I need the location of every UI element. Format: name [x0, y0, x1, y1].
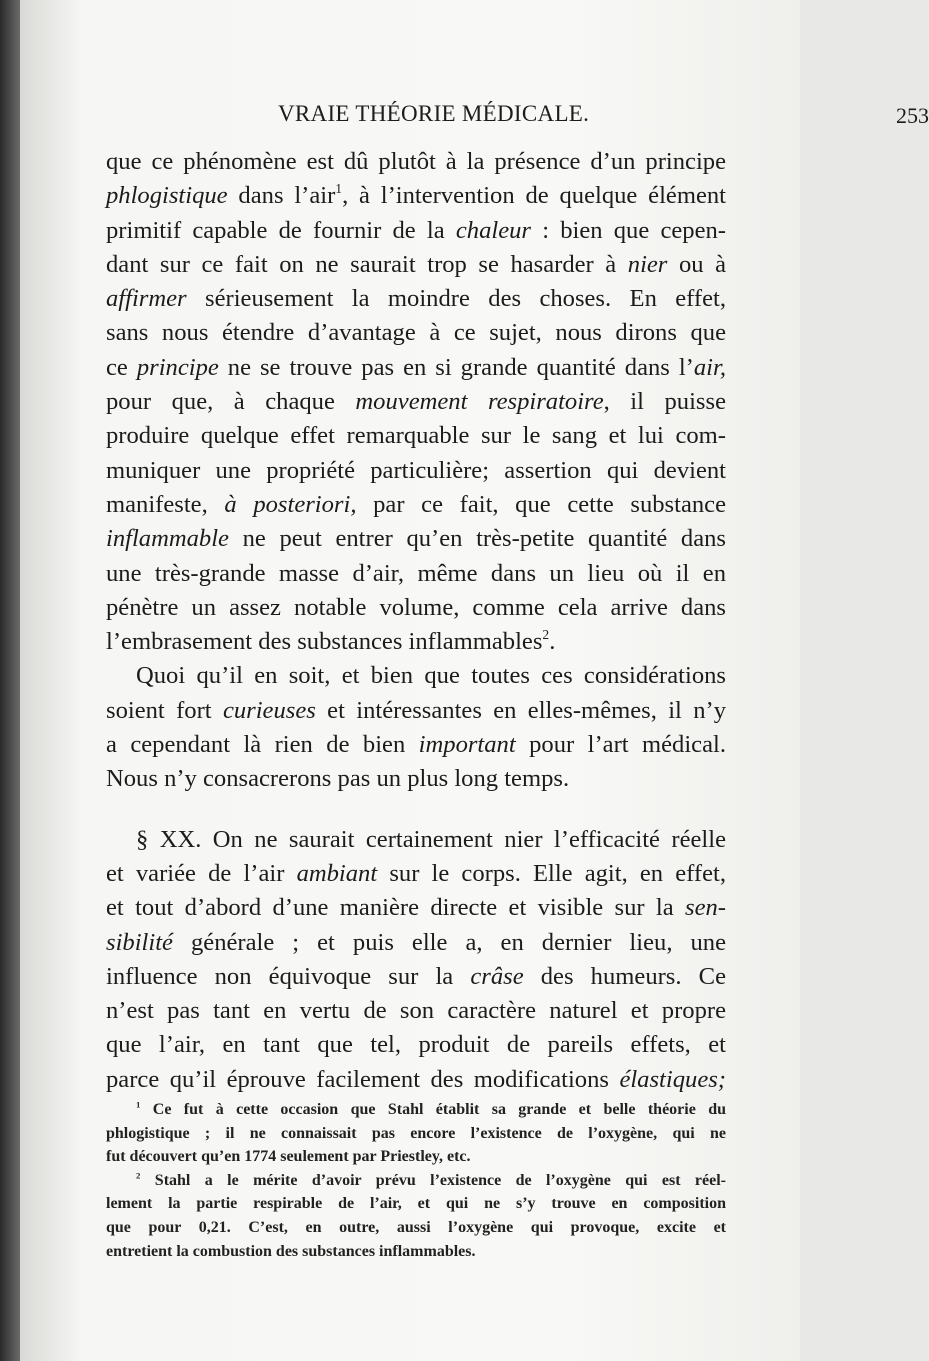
paragraph-2 [106, 659, 726, 796]
text-run: que ce phénomène est dû plutôt à la présence d’un principe [106, 148, 726, 175]
text-run: ne se trouve pas en si grande quantité dans l’ [218, 353, 694, 381]
text-line [106, 994, 726, 1028]
italic-term: chaleur [455, 216, 531, 244]
text-run: Stahl a le mérite d’avoir prévu l’existence de l’oxygène qui est réel- [140, 1171, 726, 1189]
footnote-1 [106, 1098, 726, 1169]
page-number: 253 [896, 103, 929, 128]
text-run: Nous n’y consacrerons pas un plus long temps. [106, 765, 570, 793]
footnote-line [106, 1098, 726, 1122]
text-run: fut découvert qu’en 1774 seulement par Priestley, etc. [106, 1148, 471, 1166]
text-line [106, 145, 726, 179]
text-run: ce [106, 353, 137, 381]
text-line [106, 248, 726, 282]
text-line [106, 762, 726, 796]
text-line [106, 823, 726, 857]
text-run: pour que, à chaque [106, 388, 356, 416]
text-run: pénètre un assez notable volume, comme cela arrive dans [106, 593, 726, 621]
footnote-line [106, 1145, 726, 1169]
text-line [106, 488, 726, 522]
text-run: phlogistique ; il ne connaissait pas encore l’existence de l’oxygène, qui ne [106, 1124, 726, 1142]
italic-term: à posteriori, [224, 490, 357, 518]
italic-term: affirmer [106, 285, 187, 313]
text-run: influence non équivoque sur la [106, 962, 471, 990]
text-line [106, 591, 726, 625]
text-run: et intéressantes en elles-mêmes, il n’y [315, 696, 726, 724]
text-run: , il puisse [603, 388, 726, 416]
text-line [106, 857, 726, 891]
footnote-line [106, 1122, 726, 1146]
italic-term: inflammable [106, 525, 229, 553]
text-run: soient fort [106, 696, 223, 724]
italic-term: phlogistique [106, 182, 228, 210]
italic-term: principe [136, 353, 219, 381]
text-line [106, 728, 726, 762]
text-line [106, 557, 726, 591]
text-run: Quoi qu’il en soit, et bien que toutes ces considérations [136, 662, 726, 690]
text-line [106, 960, 726, 994]
text-line [106, 694, 726, 728]
italic-term: air, [693, 353, 726, 381]
text-run: pour l’art médical. [515, 731, 726, 759]
footnote-line [106, 1216, 726, 1240]
text-run: par ce fait, que cette substance [356, 490, 726, 518]
text-line [106, 891, 726, 925]
scan-edge-shadow [0, 0, 20, 1361]
text-run: que l’air, en tant que tel, produit de pareils effets, et [106, 1031, 726, 1059]
paragraph-1 [106, 145, 726, 659]
text-line [106, 385, 726, 419]
text-run: sans nous étendre d’avantage à ce sujet, nous dirons que [106, 319, 726, 347]
text-run: , à l’intervention de quelque élément [342, 182, 726, 210]
text-line [106, 522, 726, 556]
text-run: ou à [667, 250, 727, 278]
footnote-ref-1[interactable]: 1 [335, 181, 343, 197]
text-run: manifeste, [106, 490, 225, 518]
footnote-2 [106, 1169, 726, 1263]
text-line [106, 1028, 726, 1062]
book-page [20, 0, 929, 1361]
text-run: générale ; et puis elle a, en dernier lieu, une [172, 928, 726, 956]
body-text [106, 145, 726, 1097]
text-run: que pour 0,21. C’est, en outre, aussi l’oxygène qui provoque, excite et [106, 1218, 726, 1236]
footnote-ref-2[interactable]: 2 [542, 627, 550, 643]
footnote-line [106, 1169, 726, 1193]
text-line [106, 926, 726, 960]
text-run: . [549, 628, 556, 656]
running-head [258, 101, 929, 141]
running-title: VRAIE THÉORIE MÉDICALE. [278, 101, 590, 126]
text-run: et variée de l’air [106, 859, 297, 887]
text-line [106, 659, 726, 693]
footnote-line [106, 1240, 726, 1264]
text-run: sérieusement la moindre des choses. En effet, [186, 285, 726, 313]
text-line [106, 316, 726, 350]
text-run: l’embrasement des substances inflammables [106, 628, 543, 656]
text-run: primitif capable de fournir de la [106, 216, 456, 244]
italic-term: sibilité [106, 928, 173, 956]
text-run: entretient la combustion des substances inflammables. [106, 1242, 476, 1260]
footnote-marker: 1 [136, 1099, 141, 1110]
text-line [106, 351, 726, 385]
italic-term: nier [627, 250, 668, 278]
text-run: n’est pas tant en vertu de son caractère naturel et propre [106, 997, 726, 1025]
footnote-marker: 2 [136, 1170, 141, 1181]
text-run: sur le corps. Elle agit, en effet, [377, 859, 726, 887]
text-run: : bien que cepen- [531, 216, 726, 244]
text-line [106, 454, 726, 488]
text-line [106, 419, 726, 453]
text-run: lement la partie respirable de l’air, et qui ne s’y trouve en composition [106, 1195, 726, 1213]
italic-term: curieuses [222, 696, 316, 724]
text-line [106, 282, 726, 316]
italic-term: sen- [685, 894, 726, 922]
footnote-line [106, 1192, 726, 1216]
italic-term: élastiques; [619, 1065, 726, 1093]
footnotes [106, 1098, 726, 1263]
text-run: et tout d’abord d’une manière directe et visible sur la [106, 894, 686, 922]
text-run: a cependant là rien de bien [106, 731, 419, 759]
italic-term: crâse [470, 962, 524, 990]
text-run: parce qu’il éprouve facilement des modifications [106, 1065, 620, 1093]
italic-term: ambiant [296, 859, 378, 887]
text-line [106, 625, 726, 659]
text-run: une très-grande masse d’air, même dans un lieu où il en [106, 559, 726, 587]
text-run: des humeurs. Ce [523, 962, 726, 990]
italic-term: important [418, 731, 516, 759]
text-line [106, 1063, 726, 1097]
text-run: produire quelque effet remarquable sur le sang et lui com- [106, 422, 726, 450]
text-run: Ce fut à cette occasion que Stahl établit sa grande et belle théorie du [140, 1101, 726, 1118]
text-run: dans l’air [227, 182, 336, 210]
text-line [106, 214, 726, 248]
italic-term: mouvement respiratoire [355, 388, 604, 416]
text-line [106, 179, 726, 213]
paragraph-3 [106, 823, 726, 1097]
section-heading-line: § XX. On ne saurait certainement nier l’efficacité réelle [136, 825, 726, 853]
text-run: muniquer une propriété particulière; assertion qui devient [106, 456, 726, 484]
text-run: ne peut entrer qu’en très-petite quantité dans [228, 525, 726, 553]
text-run: dant sur ce fait on ne saurait trop se hasarder à [106, 250, 628, 278]
section-gap [106, 797, 726, 823]
